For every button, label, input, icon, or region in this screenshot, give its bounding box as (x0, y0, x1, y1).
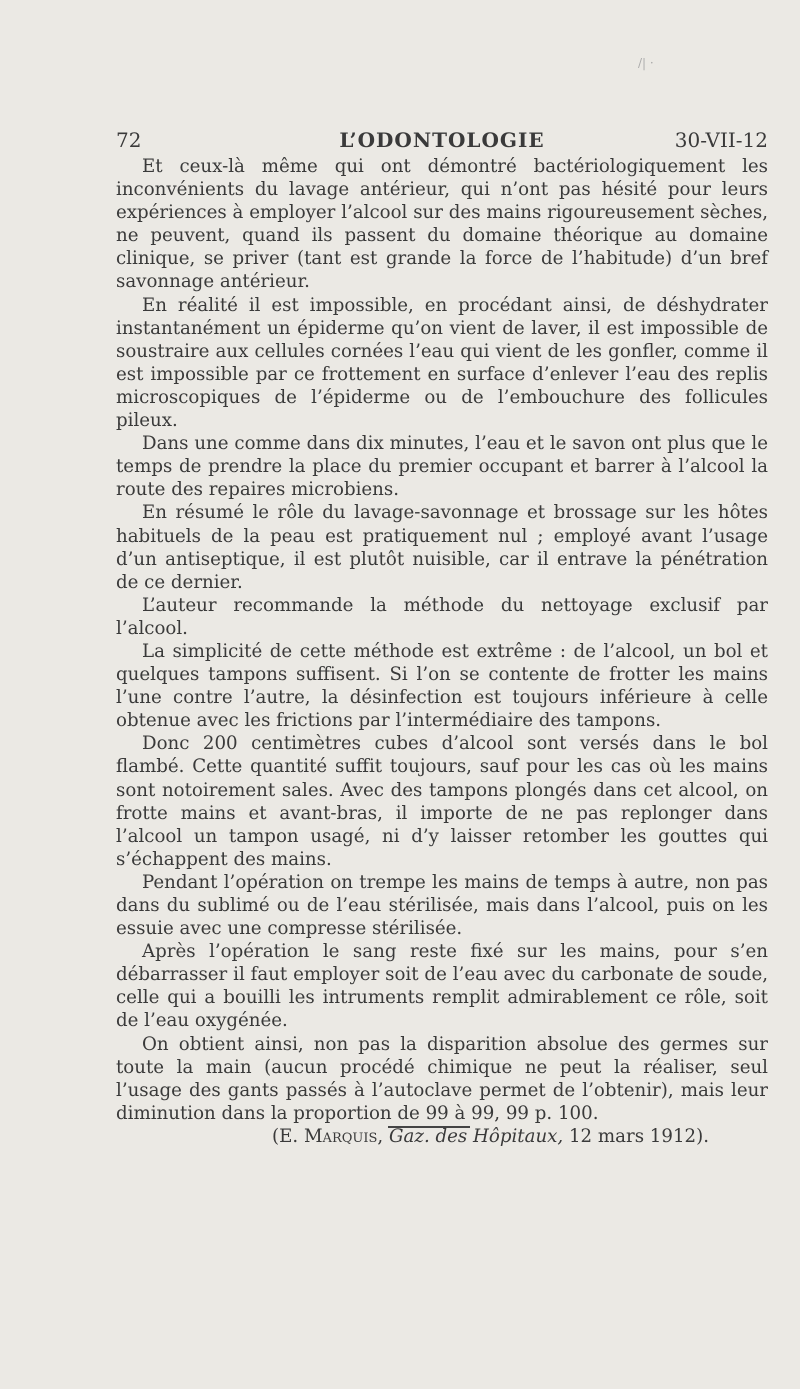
paragraph: L’auteur recommande la méthode du nettoyage exclusif par l’alcool. (116, 594, 768, 639)
page-number: 72 (116, 128, 142, 152)
margin-mark: /| · (638, 56, 654, 70)
paragraph: La simplicité de cette méthode est extrême : de l’alcool, un bol et quelques tampons suffisent. Si l’on se contente de frotter les mains l’une contre l’autre, la désinfection est toujours inférieure à celle obtenue avec les frictions par l’intermédiaire des tampons. (116, 640, 768, 732)
citation (116, 1125, 768, 1148)
citation-author: Marquis (303, 1125, 378, 1147)
article-body (116, 155, 768, 1148)
end-rule (388, 1126, 470, 1128)
paragraph: On obtient ainsi, non pas la disparition absolue des germes sur toute la main (aucun procédé chimique ne peut la réaliser, seul l’usage des gants passés à l’autoclave permet de l’obtenir), mais leur diminution dans la proportion de 99 à 99, 99 p. 100. (116, 1033, 768, 1124)
issue-date: 30-VII-12 (674, 128, 768, 152)
running-header (116, 128, 768, 154)
citation-journal: Gaz. des Hôpitaux, (388, 1125, 564, 1147)
paragraph: En réalité il est impossible, en procédant ainsi, de déshydrater instantanément un épiderme qu’on vient de laver, il est impossible de soustraire aux cellules cornées l’eau qui vient de les gonfler, comme il est impossible par ce frottement en surface d’enlever l’eau des replis microscopiques de l’épiderme ou de l’embouchure des follicules pileux. (116, 294, 768, 432)
paragraph: Donc 200 centimètres cubes d’alcool sont versés dans le bol flambé. Cette quantité suffit toujours, sauf pour les cas où les mains sont notoirement sales. Avec des tampons plongés dans cet alcool, on frotte mains et avant-bras, il importe de ne pas replonger dans l’alcool un tampon usagé, ni d’y laisser retomber les gouttes qui s’échappent des mains. (116, 733, 768, 870)
paragraph: Pendant l’opération on trempe les mains de temps à autre, non pas dans du sublimé ou de l’eau stérilisée, mais dans l’alcool, puis on les essuie avec une compresse stérilisée. (116, 871, 768, 940)
citation-sep: , (377, 1125, 389, 1147)
running-title: L’ODONTOLOGIE (339, 128, 545, 152)
paragraph: Dans une comme dans dix minutes, l’eau et le savon ont plus que le temps de prendre la place du premier occupant et barrer à l’alcool la route des repaires microbiens. (116, 433, 768, 501)
paragraph: En résumé le rôle du lavage-savonnage et brossage sur les hôtes habituels de la peau est pratiquement nul ; employé avant l’usage d’un antiseptique, il est plutôt nuisible, car il entrave la pénétration de ce dernier. (116, 502, 768, 593)
paragraph: Et ceux-là même qui ont démontré bactériologiquement les inconvénients du lavage antérieur, qui n’ont pas hésité pour leurs expériences à employer l’alcool sur des mains rigoureusement sèches, ne peuvent, quand ils passent du domaine théorique au domaine clinique, se priver (tant est grande la force de l’habitude) d’un bref savonnage antérieur. (116, 156, 768, 293)
citation-open: (E. (272, 1125, 304, 1147)
citation-date: 12 mars 1912). (563, 1125, 709, 1147)
paragraph: Après l’opération le sang reste fixé sur les mains, pour s’en débarrasser il faut employer soit de l’eau avec du carbonate de soude, celle qui a bouilli les intruments remplit admirablement ce rôle, soit de l’eau oxygénée. (116, 941, 768, 1032)
